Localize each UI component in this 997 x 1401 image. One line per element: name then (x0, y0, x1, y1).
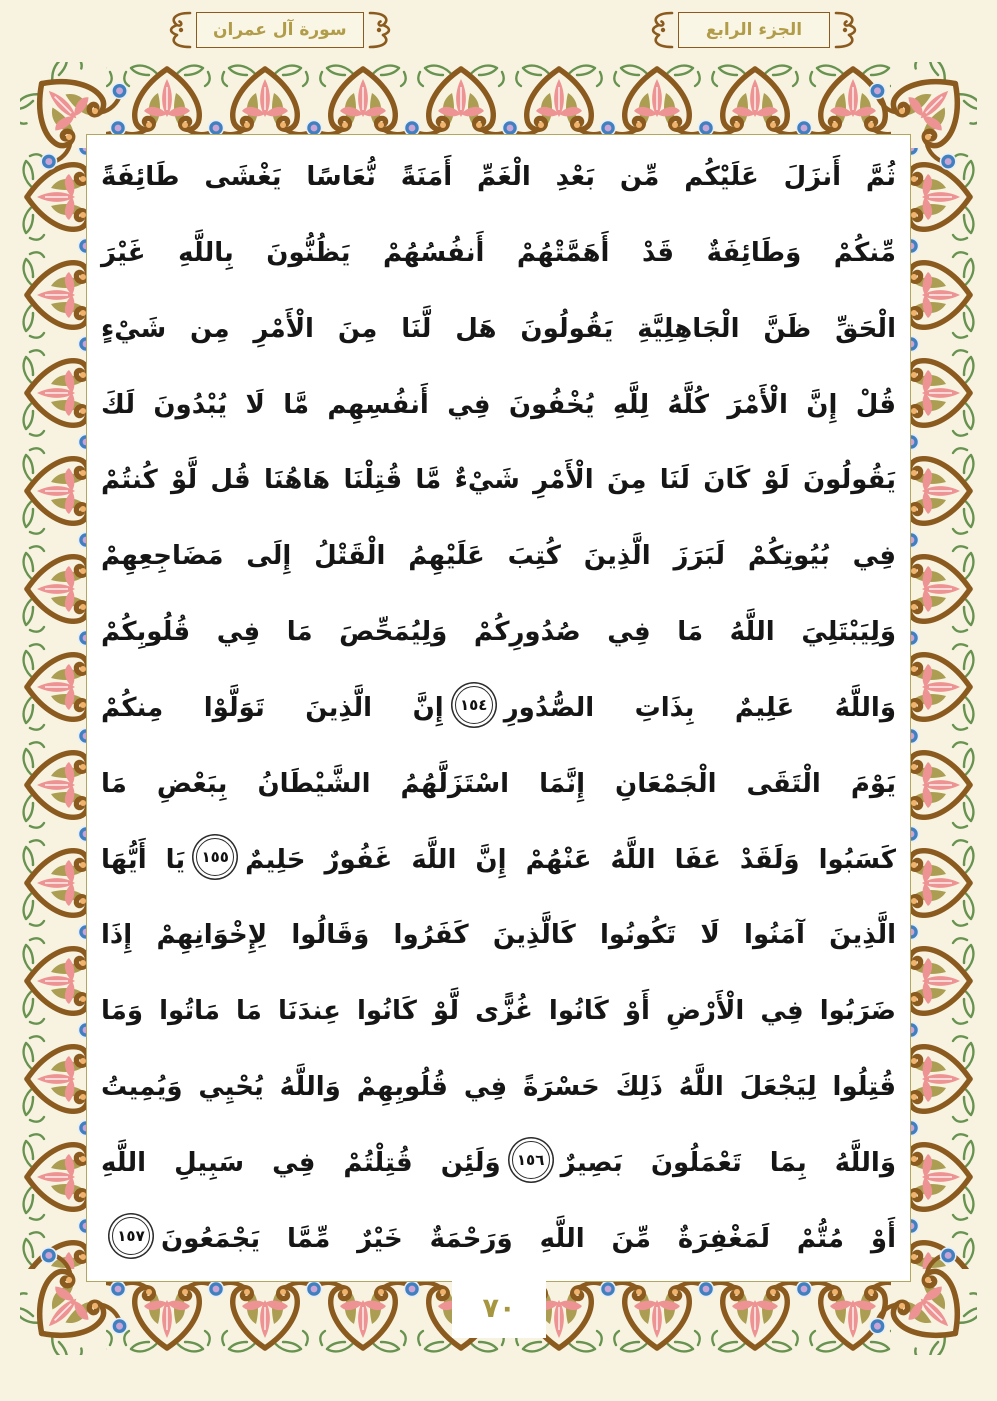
verse-line (101, 748, 896, 820)
verse-line (101, 1203, 896, 1275)
verse-text: كَسَبُوا وَلَقَدْ عَفَا اللَّهُ عَنْهُمْ إِنَّ اللَّهَ غَفُورٌ حَلِيمٌ (245, 844, 896, 875)
verse-line (101, 444, 896, 516)
verse-line (101, 369, 896, 441)
ornamental-border-frame (20, 62, 977, 1355)
ayah-number: ١٥٦ (516, 1150, 545, 1169)
cartouche-scroll-left-icon (648, 8, 676, 52)
ayah-number: ١٥٧ (117, 1226, 145, 1245)
border-pattern-right (901, 148, 977, 1269)
text-panel (86, 134, 911, 1282)
border-pattern-left (20, 148, 96, 1269)
verse-text: الَّذِينَ آمَنُوا لَا تَكُونُوا كَالَّذِينَ كَفَرُوا وَقَالُوا لِإِخْوَانِهِمْ إِذَا (101, 920, 896, 951)
verse-line (101, 975, 896, 1047)
ayah-number: ١٥٥ (201, 847, 229, 866)
verse-line (101, 1127, 896, 1199)
verse-line (101, 217, 896, 289)
verse-line (101, 824, 896, 896)
verse-text: وَلِيَبْتَلِيَ اللَّهُ مَا فِي صُدُورِكُمْ وَلِيُمَحِّصَ مَا فِي قُلُوبِكُمْ (101, 617, 896, 648)
verse-text: قُلْ إِنَّ الْأَمْرَ كُلَّهُ لِلَّهِ يُخْفُونَ فِي أَنفُسِهِم مَّا لَا يُبْدُونَ لَكَ (101, 389, 896, 420)
cartouche-scroll-left-icon (166, 8, 194, 52)
verse-text: يَا أَيُّهَا (101, 844, 186, 875)
juz-cartouche (648, 8, 860, 52)
verse-line (101, 520, 896, 592)
verse-lines (101, 141, 896, 1275)
verse-line (101, 596, 896, 668)
verse-text: وَلَئِن قُتِلْتُمْ فِي سَبِيلِ اللَّهِ (101, 1147, 501, 1178)
ayah-marker (512, 1141, 550, 1179)
surah-cartouche (166, 8, 394, 52)
juz-label: الجزء الرابع (705, 19, 803, 40)
cartouche-scroll-right-icon (366, 8, 394, 52)
border-pattern-top (106, 62, 891, 138)
verse-text: مِّنكُمْ وَطَائِفَةٌ قَدْ أَهَمَّتْهُمْ أَنفُسُهُمْ يَظُنُّونَ بِاللَّهِ غَيْرَ (101, 237, 896, 268)
ayah-marker (455, 686, 493, 724)
surah-box (196, 12, 364, 48)
verse-text: ضَرَبُوا فِي الْأَرْضِ أَوْ كَانُوا غُزًّى لَّوْ كَانُوا عِندَنَا مَا مَاتُوا وَمَا (101, 996, 896, 1027)
verse-line (101, 141, 896, 213)
surah-label: سورة آل عمران (213, 19, 347, 40)
verse-text: فِي بُيُوتِكُمْ لَبَرَزَ الَّذِينَ كُتِبَ عَلَيْهِمُ الْقَتْلُ إِلَى مَضَاجِعِهِمْ (101, 541, 896, 572)
page-number-box (452, 1278, 546, 1338)
verse-line (101, 899, 896, 971)
verse-line (101, 293, 896, 365)
verse-line (101, 672, 896, 744)
verse-text: ثُمَّ أَنزَلَ عَلَيْكُم مِّن بَعْدِ الْغَمِّ أَمَنَةً نُّعَاسًا يَغْشَى طَائِفَةً (101, 162, 896, 192)
verse-text: الْحَقِّ ظَنَّ الْجَاهِلِيَّةِ يَقُولُونَ هَل لَّنَا مِنَ الْأَمْرِ مِن شَيْءٍ (101, 313, 896, 344)
verse-text: يَوْمَ الْتَقَى الْجَمْعَانِ إِنَّمَا اسْتَزَلَّهُمُ الشَّيْطَانُ بِبَعْضِ مَا (101, 768, 896, 799)
verse-text: وَاللَّهُ بِمَا تَعْمَلُونَ بَصِيرٌ (560, 1147, 896, 1178)
ayah-marker (112, 1217, 150, 1255)
verse-text: أَوْ مُتُّمْ لَمَغْفِرَةٌ مِّنَ اللَّهِ وَرَحْمَةٌ خَيْرٌ مِّمَّا يَجْمَعُونَ (161, 1223, 896, 1254)
verse-text: وَاللَّهُ عَلِيمٌ بِذَاتِ الصُّدُورِ (503, 692, 897, 723)
juz-box (678, 12, 830, 48)
ayah-number: ١٥٤ (459, 695, 488, 714)
verse-text: قُتِلُوا لِيَجْعَلَ اللَّهُ ذَلِكَ حَسْرَةً فِي قُلُوبِهِمْ وَاللَّهُ يُحْيِي وَيُمِيتُ (101, 1072, 896, 1103)
verse-line (101, 1051, 896, 1123)
verse-text: يَقُولُونَ لَوْ كَانَ لَنَا مِنَ الْأَمْرِ شَيْءٌ مَّا قُتِلْنَا هَاهُنَا قُل لَّوْ كُنتُمْ (101, 465, 896, 496)
cartouche-scroll-right-icon (832, 8, 860, 52)
verse-text: إِنَّ الَّذِينَ تَوَلَّوْا مِنكُمْ (101, 692, 444, 723)
ayah-marker (196, 838, 234, 876)
page-number: ٧٠ (482, 1292, 516, 1324)
